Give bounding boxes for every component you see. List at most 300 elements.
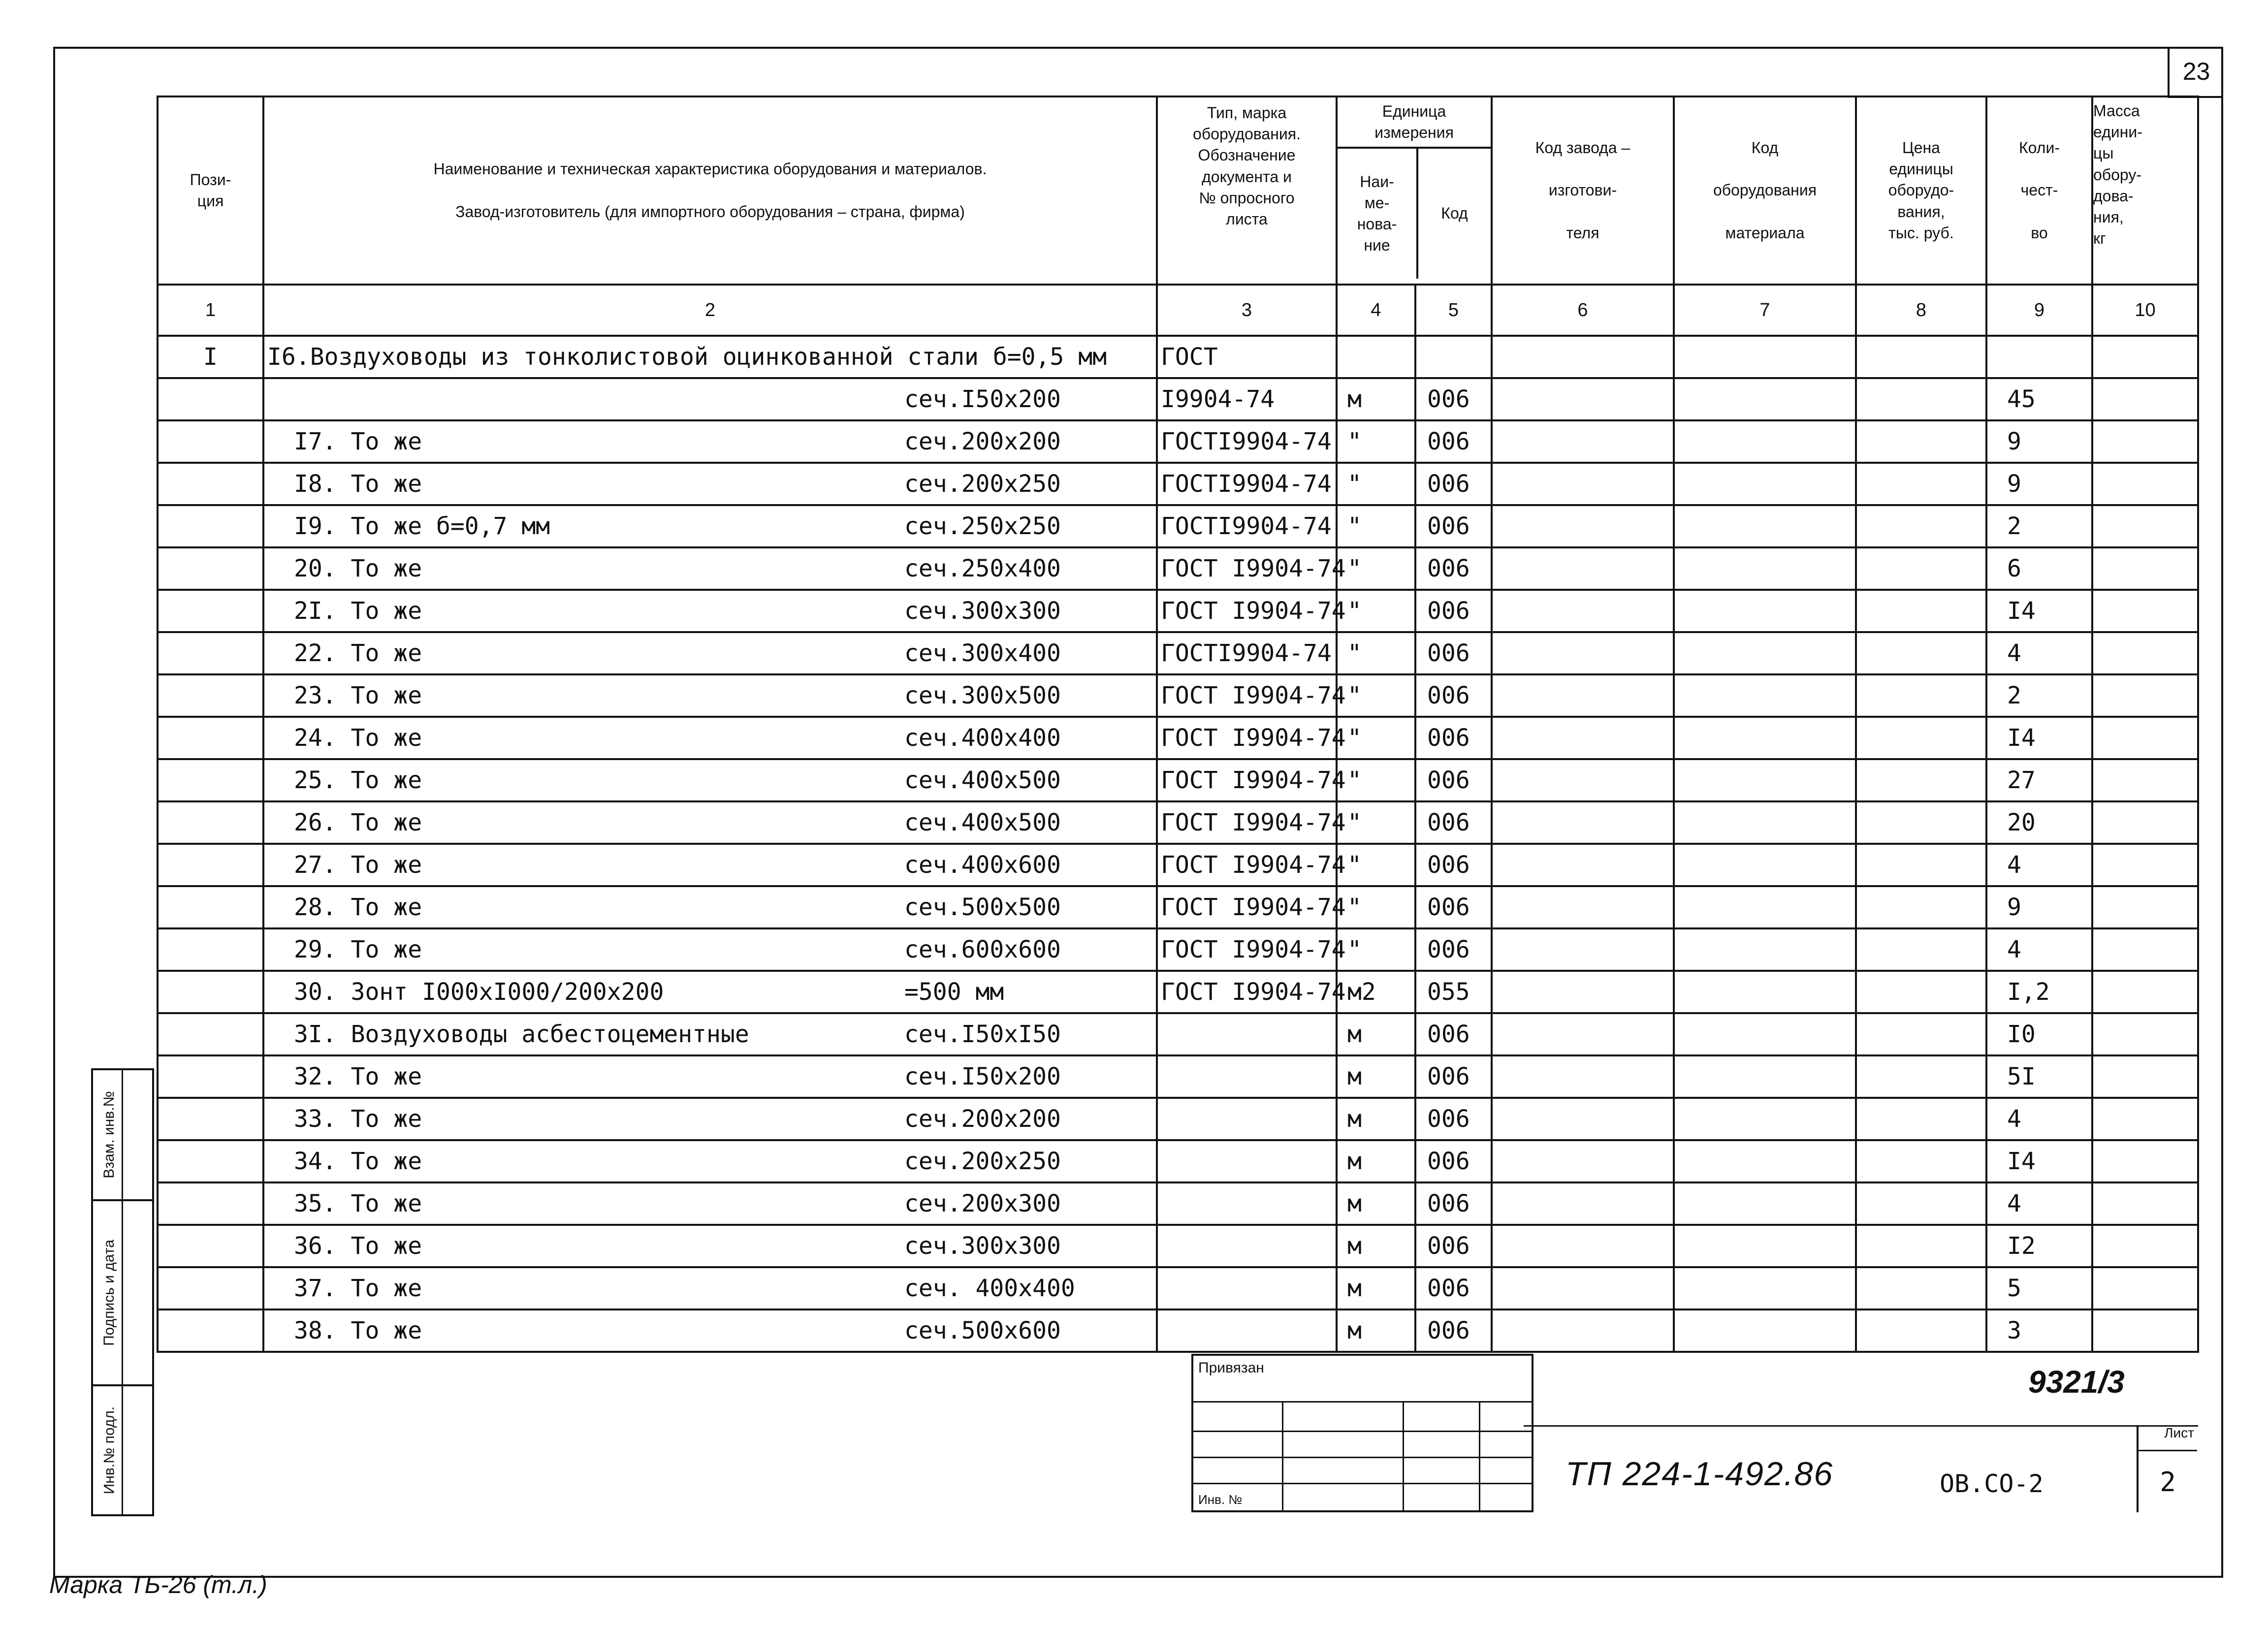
item-section: =500 мм xyxy=(904,978,1004,1006)
cell-price xyxy=(1856,1098,1986,1140)
cell-factory-code xyxy=(1492,1225,1674,1267)
item-name: 26. То же xyxy=(294,809,422,836)
cell-price xyxy=(1856,590,1986,632)
cell-mass xyxy=(2092,378,2198,420)
item-name: 27. То же xyxy=(294,851,422,879)
table-row xyxy=(158,1098,2198,1140)
cell-gost xyxy=(1157,717,1346,759)
unit-text: " xyxy=(1347,512,1362,540)
table-row xyxy=(158,632,2198,674)
quantity-text: 45 xyxy=(2007,385,2036,413)
gost-text: ГОСТ xyxy=(1161,343,1218,371)
cell-unit-code xyxy=(1415,1098,1492,1140)
item-name: 28. То же xyxy=(294,894,422,921)
item-name: 25. То же xyxy=(294,766,422,794)
table-row xyxy=(158,1267,2198,1309)
unit-code-text: 006 xyxy=(1427,1190,1470,1217)
cell-factory-code xyxy=(1492,1098,1674,1140)
quantity-text: 9 xyxy=(2007,428,2021,455)
cell-quantity xyxy=(1986,886,2092,928)
col-number: 6 xyxy=(1492,285,1674,336)
unit-code-text: 006 xyxy=(1427,936,1470,963)
cell-unit xyxy=(1337,717,1415,759)
cell-price xyxy=(1856,1309,1986,1352)
cell-unit-code xyxy=(1415,336,1492,378)
table-row xyxy=(158,1055,2198,1098)
cell-price xyxy=(1856,547,1986,590)
col-header-name: Наименование и техническая характеристика оборудования и материалов. Завод-изготовитель (для импортного оборудования – страна, фирма) xyxy=(263,96,1157,285)
unit-text: м xyxy=(1347,1232,1362,1260)
cell-gost xyxy=(1157,1182,1337,1225)
unit-text: м2 xyxy=(1347,978,1376,1006)
unit-code-text: 006 xyxy=(1427,1105,1470,1133)
item-name: I8. То же xyxy=(294,470,422,498)
quantity-text: 9 xyxy=(2007,894,2021,921)
cell-mass xyxy=(2092,928,2198,971)
cell-mass xyxy=(2092,801,2198,844)
cell-quantity xyxy=(1986,1225,2092,1267)
col-number: 9 xyxy=(1986,285,2092,336)
cell-factory-code xyxy=(1492,378,1674,420)
cell-gost xyxy=(1157,632,1337,674)
cell-mass xyxy=(2092,1309,2198,1352)
cell-unit xyxy=(1337,1013,1415,1055)
quantity-text: I2 xyxy=(2007,1232,2036,1260)
cell-price xyxy=(1856,1267,1986,1309)
cell-unit xyxy=(1337,1182,1415,1225)
cell-gost xyxy=(1157,1098,1337,1140)
cell-mass xyxy=(2092,844,2198,886)
item-section: сеч.300х300 xyxy=(904,597,1061,625)
unit-text: м xyxy=(1347,385,1362,413)
item-section: сеч.250х400 xyxy=(904,555,1061,582)
quantity-text: 5 xyxy=(2007,1275,2021,1302)
cell-material-code xyxy=(1674,1182,1856,1225)
unit-code-text: 006 xyxy=(1427,809,1470,836)
unit-code-text: 006 xyxy=(1427,894,1470,921)
cell-gost xyxy=(1157,886,1346,928)
unit-code-text: 006 xyxy=(1427,470,1470,498)
item-section: сеч.200х250 xyxy=(904,470,1061,498)
cell-unit xyxy=(1337,759,1415,801)
cell-unit xyxy=(1337,1267,1415,1309)
unit-code-text: 006 xyxy=(1427,597,1470,625)
cell-factory-code xyxy=(1492,463,1674,505)
col-header-unit-group xyxy=(1337,96,1492,285)
cell-position xyxy=(158,844,263,886)
gost-text: ГОСТ I9904-74 xyxy=(1161,809,1346,836)
unit-text: " xyxy=(1347,894,1362,921)
cell-position xyxy=(158,971,263,1013)
gost-text: ГОСТ I9904-74 xyxy=(1161,597,1346,625)
unit-code-text: 006 xyxy=(1427,1232,1470,1260)
cell-gost xyxy=(1157,971,1346,1013)
cell-material-code xyxy=(1674,590,1856,632)
cell-name xyxy=(263,547,1157,590)
cell-quantity xyxy=(1986,759,2092,801)
cell-quantity xyxy=(1986,1013,2092,1055)
cell-unit-code xyxy=(1415,717,1492,759)
table-row xyxy=(158,463,2198,505)
cell-unit-code xyxy=(1415,547,1492,590)
item-name: 37. То же xyxy=(294,1275,422,1302)
cell-factory-code xyxy=(1492,632,1674,674)
cell-price xyxy=(1856,844,1986,886)
cell-position xyxy=(158,1309,263,1352)
cell-mass xyxy=(2092,1055,2198,1098)
cell-price xyxy=(1856,1055,1986,1098)
item-section: сеч.400х400 xyxy=(904,724,1061,752)
cell-position xyxy=(158,590,263,632)
cell-mass xyxy=(2092,886,2198,928)
cell-gost xyxy=(1157,801,1346,844)
quantity-text: 2 xyxy=(2007,512,2021,540)
cell-gost xyxy=(1157,590,1346,632)
cell-factory-code xyxy=(1492,590,1674,632)
item-section: сеч.300х500 xyxy=(904,682,1061,709)
cell-unit-code xyxy=(1415,378,1492,420)
cell-quantity xyxy=(1986,336,2092,378)
cell-unit xyxy=(1337,632,1415,674)
table-row xyxy=(158,1309,2198,1352)
unit-text: " xyxy=(1347,724,1362,752)
table-row xyxy=(158,674,2198,717)
cell-quantity xyxy=(1986,844,2092,886)
binding-stamp xyxy=(1191,1354,1533,1512)
item-name: 30. Зонт I000хI000/200х200 xyxy=(294,978,664,1006)
cell-unit-code xyxy=(1415,759,1492,801)
cell-material-code xyxy=(1674,1225,1856,1267)
side-stamp-strip xyxy=(91,1068,154,1516)
stamp-inv-label: Инв. № xyxy=(1198,1492,1243,1507)
cell-name xyxy=(263,1309,1157,1352)
cell-price xyxy=(1856,1225,1986,1267)
item-section: сеч.250х250 xyxy=(904,512,1061,540)
col-header-price: Цена единицы оборудо- вания, тыс. руб. xyxy=(1856,96,1986,285)
cell-material-code xyxy=(1674,505,1856,547)
cell-quantity xyxy=(1986,505,2092,547)
cell-unit xyxy=(1337,336,1415,378)
cell-name xyxy=(263,1013,1157,1055)
gost-text: ГОСТ I9904-74 xyxy=(1161,894,1346,921)
cell-unit xyxy=(1337,505,1415,547)
cell-quantity xyxy=(1986,632,2092,674)
col-number: 2 xyxy=(263,285,1157,336)
side-cell-replaced-inv xyxy=(91,1068,154,1201)
document-subcode: ОВ.СО-2 xyxy=(1940,1469,2044,1498)
cell-unit-code xyxy=(1415,886,1492,928)
cell-material-code xyxy=(1674,1013,1856,1055)
item-section: сеч.I50х200 xyxy=(904,1063,1061,1090)
table-row xyxy=(158,844,2198,886)
cell-quantity xyxy=(1986,674,2092,717)
cell-gost xyxy=(1157,1140,1337,1182)
cell-position xyxy=(158,928,263,971)
item-name: 24. То же xyxy=(294,724,422,752)
item-section: сеч.400х600 xyxy=(904,851,1061,879)
cell-factory-code xyxy=(1492,1309,1674,1352)
cell-factory-code xyxy=(1492,547,1674,590)
item-section: сеч.400х500 xyxy=(904,766,1061,794)
cell-material-code xyxy=(1674,1267,1856,1309)
gost-text: ГОСТ I9904-74 xyxy=(1161,766,1346,794)
side-cell-signature-date xyxy=(91,1199,154,1386)
col-header-quantity: Коли- чест- во xyxy=(1986,96,2092,285)
document-code: ТП 224-1-492.86 xyxy=(1565,1455,1834,1493)
item-section: сеч.300х300 xyxy=(904,1232,1061,1260)
unit-text: " xyxy=(1347,597,1362,625)
quantity-text: 5I xyxy=(2007,1063,2036,1090)
cell-material-code xyxy=(1674,801,1856,844)
cell-material-code xyxy=(1674,759,1856,801)
cell-position xyxy=(158,759,263,801)
sheet-number: 2 xyxy=(2160,1466,2176,1498)
unit-text: " xyxy=(1347,809,1362,836)
cell-position xyxy=(158,1055,263,1098)
cell-position xyxy=(158,1225,263,1267)
cell-mass xyxy=(2092,590,2198,632)
gost-text: ГОСТ I9904-74 xyxy=(1161,851,1346,879)
cell-price xyxy=(1856,378,1986,420)
cell-quantity xyxy=(1986,420,2092,463)
cell-unit-code xyxy=(1415,801,1492,844)
cell-material-code xyxy=(1674,1055,1856,1098)
cell-position xyxy=(158,886,263,928)
cell-name xyxy=(263,844,1157,886)
table-row xyxy=(158,886,2198,928)
cell-quantity xyxy=(1986,801,2092,844)
cell-price xyxy=(1856,420,1986,463)
cell-unit xyxy=(1337,1055,1415,1098)
unit-text: м xyxy=(1347,1148,1362,1175)
cell-unit-code xyxy=(1415,420,1492,463)
quantity-text: 27 xyxy=(2007,766,2036,794)
table-body xyxy=(158,336,2198,1352)
cell-factory-code xyxy=(1492,717,1674,759)
gost-text: ГОСТ I9904-74 xyxy=(1161,936,1346,963)
cell-unit xyxy=(1337,1225,1415,1267)
cell-price xyxy=(1856,463,1986,505)
gost-text: ГОСТI9904-74 xyxy=(1161,470,1332,498)
col-header-unit-name: Наи- ме- нова- ние xyxy=(1338,149,1418,279)
gost-text: ГОСТI9904-74 xyxy=(1161,512,1332,540)
col-header-factory-code: Код завода – изготови- теля xyxy=(1492,96,1674,285)
unit-text: м xyxy=(1347,1021,1362,1048)
table-row xyxy=(158,590,2198,632)
quantity-text: 4 xyxy=(2007,1190,2021,1217)
cell-price xyxy=(1856,505,1986,547)
table-row xyxy=(158,1182,2198,1225)
cell-quantity xyxy=(1986,1098,2092,1140)
unit-code-text: 006 xyxy=(1427,682,1470,709)
stamp-title: Привязан xyxy=(1198,1360,1264,1376)
cell-material-code xyxy=(1674,420,1856,463)
cell-gost xyxy=(1157,1225,1337,1267)
unit-group-title: Единица измерения xyxy=(1338,97,1491,149)
cell-unit xyxy=(1337,1140,1415,1182)
sheet-box xyxy=(2137,1425,2197,1512)
quantity-text: 4 xyxy=(2007,639,2021,667)
cell-factory-code xyxy=(1492,759,1674,801)
table-row xyxy=(158,336,2198,378)
cell-unit xyxy=(1337,1098,1415,1140)
col-number: 8 xyxy=(1856,285,1986,336)
unit-text: м xyxy=(1347,1275,1362,1302)
cell-position xyxy=(158,463,263,505)
cell-unit-code xyxy=(1415,844,1492,886)
cell-position xyxy=(158,547,263,590)
unit-text: " xyxy=(1347,936,1362,963)
cell-material-code xyxy=(1674,717,1856,759)
item-section: сеч. 400х400 xyxy=(904,1275,1075,1302)
unit-code-text: 006 xyxy=(1427,555,1470,582)
cell-material-code xyxy=(1674,886,1856,928)
sheet-number-top: 23 xyxy=(2168,47,2223,98)
cell-quantity xyxy=(1986,1182,2092,1225)
cell-unit-code xyxy=(1415,632,1492,674)
cell-factory-code xyxy=(1492,928,1674,971)
unit-code-text: 006 xyxy=(1427,724,1470,752)
unit-code-text: 006 xyxy=(1427,1148,1470,1175)
col-number: 3 xyxy=(1157,285,1337,336)
sheet-label: Лист xyxy=(2139,1425,2197,1451)
col-number: 1 xyxy=(158,285,263,336)
cell-name xyxy=(263,1140,1157,1182)
cell-name xyxy=(263,463,1157,505)
cell-price xyxy=(1856,1013,1986,1055)
cell-mass xyxy=(2092,505,2198,547)
position-text: I xyxy=(203,343,218,371)
item-section: сеч.I50хI50 xyxy=(904,1021,1061,1048)
unit-code-text: 006 xyxy=(1427,1063,1470,1090)
cell-unit xyxy=(1337,463,1415,505)
cell-gost xyxy=(1157,928,1346,971)
cell-unit-code xyxy=(1415,1140,1492,1182)
cell-name xyxy=(263,928,1157,971)
cell-mass xyxy=(2092,1013,2198,1055)
cell-name xyxy=(263,717,1157,759)
col-header-material-code: Код оборудования материала xyxy=(1674,96,1856,285)
unit-text: " xyxy=(1347,470,1362,498)
cell-gost xyxy=(1157,844,1346,886)
cell-unit-code xyxy=(1415,1225,1492,1267)
cell-unit xyxy=(1337,674,1415,717)
unit-code-text: 006 xyxy=(1427,1275,1470,1302)
cell-unit xyxy=(1337,378,1415,420)
cell-gost xyxy=(1157,463,1337,505)
cell-price xyxy=(1856,717,1986,759)
item-name: 35. То же xyxy=(294,1190,422,1217)
unit-text: " xyxy=(1347,682,1362,709)
side-label: Инв.№ подл. xyxy=(101,1406,118,1495)
cell-gost xyxy=(1157,1013,1337,1055)
table-row xyxy=(158,717,2198,759)
item-section: сеч.200х250 xyxy=(904,1148,1061,1175)
cell-name xyxy=(263,1267,1157,1309)
cell-mass xyxy=(2092,674,2198,717)
unit-code-text: 006 xyxy=(1427,512,1470,540)
cell-unit-code xyxy=(1415,674,1492,717)
item-name: 29. То же xyxy=(294,936,422,963)
cell-position xyxy=(158,1182,263,1225)
item-name: 23. То же xyxy=(294,682,422,709)
table-row xyxy=(158,971,2198,1013)
unit-code-text: 006 xyxy=(1427,1317,1470,1344)
cell-mass xyxy=(2092,1182,2198,1225)
unit-code-text: 006 xyxy=(1427,851,1470,879)
item-name: 20. То же xyxy=(294,555,422,582)
cell-material-code xyxy=(1674,632,1856,674)
quantity-text: I0 xyxy=(2007,1021,2036,1048)
item-name: 32. То же xyxy=(294,1063,422,1090)
cell-material-code xyxy=(1674,463,1856,505)
unit-code-text: 006 xyxy=(1427,766,1470,794)
cell-position xyxy=(158,336,263,378)
cell-price xyxy=(1856,1140,1986,1182)
table-row xyxy=(158,505,2198,547)
col-number: 5 xyxy=(1415,285,1492,336)
gost-text: ГОСТ I9904-74 xyxy=(1161,555,1346,582)
gost-text: ГОСТ I9904-74 xyxy=(1161,682,1346,709)
cell-price xyxy=(1856,1182,1986,1225)
table-row xyxy=(158,928,2198,971)
item-section: сеч.400х500 xyxy=(904,809,1061,836)
gost-text: ГОСТ I9904-74 xyxy=(1161,978,1346,1006)
header-row xyxy=(158,96,2198,285)
cell-name xyxy=(263,674,1157,717)
cell-unit-code xyxy=(1415,1182,1492,1225)
quantity-text: 6 xyxy=(2007,555,2021,582)
cell-material-code xyxy=(1674,547,1856,590)
item-section: сеч.I50х200 xyxy=(904,385,1061,413)
cell-mass xyxy=(2092,717,2198,759)
unit-text: м xyxy=(1347,1190,1362,1217)
cell-price xyxy=(1856,886,1986,928)
unit-code-text: 006 xyxy=(1427,639,1470,667)
quantity-text: 9 xyxy=(2007,470,2021,498)
cell-material-code xyxy=(1674,674,1856,717)
quantity-text: I4 xyxy=(2007,724,2036,752)
item-section: сеч.600х600 xyxy=(904,936,1061,963)
cell-factory-code xyxy=(1492,420,1674,463)
col-number: 4 xyxy=(1337,285,1415,336)
unit-text: " xyxy=(1347,766,1362,794)
cell-unit xyxy=(1337,844,1415,886)
cell-price xyxy=(1856,801,1986,844)
item-name: 22. То же xyxy=(294,639,422,667)
cell-quantity xyxy=(1986,547,2092,590)
cell-factory-code xyxy=(1492,674,1674,717)
cell-gost xyxy=(1157,674,1346,717)
cell-unit xyxy=(1337,420,1415,463)
cell-material-code xyxy=(1674,971,1856,1013)
cell-factory-code xyxy=(1492,844,1674,886)
item-section: сеч.300х400 xyxy=(904,639,1061,667)
title-block-divider xyxy=(1524,1425,2198,1427)
cell-quantity xyxy=(1986,971,2092,1013)
cell-name xyxy=(263,420,1157,463)
cell-mass xyxy=(2092,547,2198,590)
item-section: сеч.200х300 xyxy=(904,1190,1061,1217)
cell-quantity xyxy=(1986,1055,2092,1098)
table-row xyxy=(158,801,2198,844)
table-row xyxy=(158,759,2198,801)
item-name: 33. То же xyxy=(294,1105,422,1133)
cell-factory-code xyxy=(1492,1182,1674,1225)
cell-unit-code xyxy=(1415,928,1492,971)
quantity-text: 3 xyxy=(2007,1317,2021,1344)
cell-name xyxy=(263,971,1157,1013)
